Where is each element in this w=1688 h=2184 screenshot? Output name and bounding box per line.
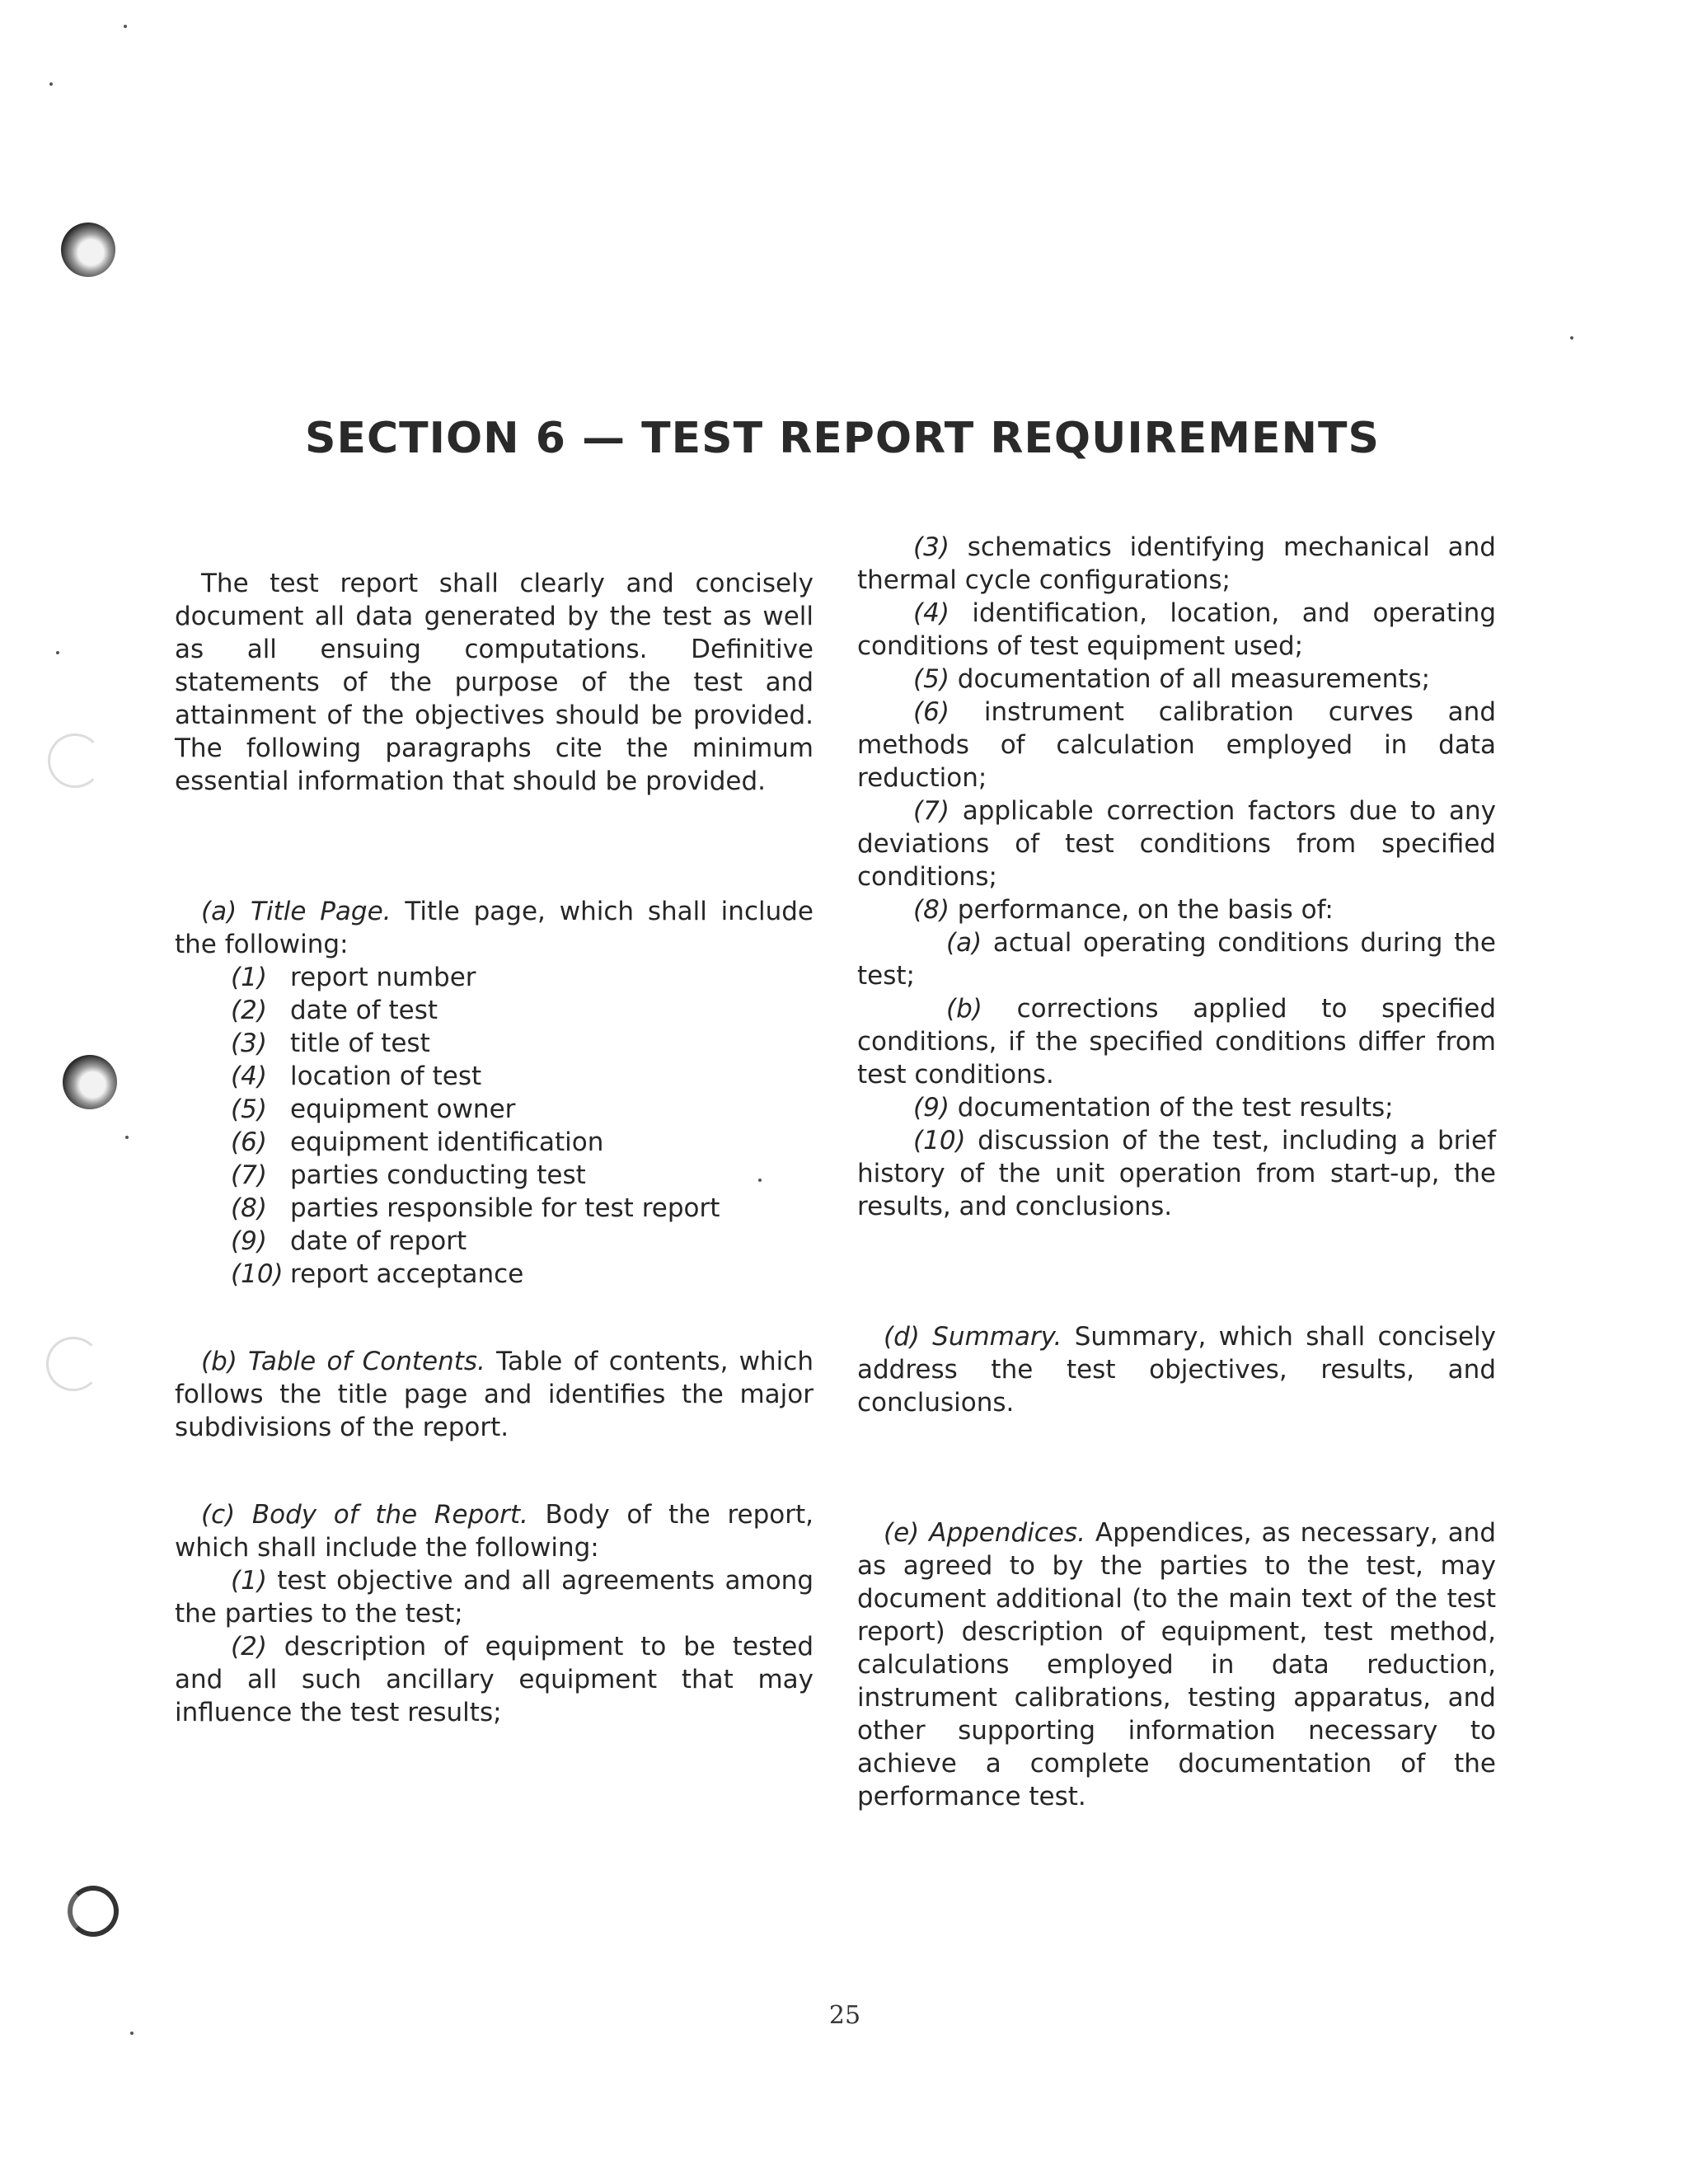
item-number: (9) [913, 1093, 950, 1122]
section-c-paragraph [175, 1498, 814, 1564]
body-item [857, 1124, 1496, 1223]
item-text: title of test [290, 1029, 430, 1058]
section-text: Title page, which shall include the following: [175, 897, 814, 959]
item-number: (6) [231, 1127, 267, 1157]
punch-hole [68, 1886, 119, 1937]
item-text: corrections applied to specified conditions, if the specified conditions differ from test conditions. [857, 994, 1496, 1090]
item-text: instrument calibration curves and methods of calculation employed in data reduction; [857, 697, 1496, 793]
item-text: parties conducting test [290, 1160, 586, 1190]
item-number: (1) [231, 963, 267, 992]
scan-speck [130, 2032, 134, 2035]
item-text: identification, location, and operating conditions of test equipment used; [857, 598, 1497, 661]
item-text: discussion of the test, including a brief history of the unit operation from start-up, the results, and conclusions. [857, 1126, 1496, 1221]
punch-hole [46, 1337, 101, 1391]
section-b-paragraph [175, 1345, 814, 1444]
item-number: (8) [231, 1193, 267, 1223]
item-text: report number [290, 963, 476, 992]
item-text: schematics identifying mechanical and thermal cycle configurations; [857, 532, 1496, 595]
section-text: Table of contents, which follows the title page and identifies the major subdivisions of the report. [175, 1347, 814, 1442]
item-text: equipment owner [290, 1094, 516, 1124]
item-number: (6) [913, 697, 950, 727]
item-number: (4) [231, 1062, 267, 1091]
body-item [175, 1630, 814, 1729]
item-text: applicable correction factors due to any deviations of test conditions from specified conditions; [857, 796, 1496, 892]
page-number: 25 [828, 2001, 861, 2030]
section-label: (d) [884, 1322, 920, 1352]
item-text: location of test [290, 1062, 482, 1091]
scan-speck [1570, 336, 1573, 340]
section-heading: Body of the Report. [251, 1500, 528, 1530]
item-text: date of test [290, 996, 438, 1025]
item-number: (a) [946, 928, 982, 958]
item-number: (1) [231, 1566, 267, 1596]
item-number: (8) [913, 895, 950, 925]
section-text: Summary, which shall concisely address the test objectives, results, and conclusions. [857, 1322, 1497, 1418]
body-item [857, 531, 1496, 597]
item-number: (2) [231, 996, 267, 1025]
section-label: (c) [201, 1500, 236, 1530]
punch-hole [61, 223, 115, 277]
scan-speck [125, 1136, 129, 1139]
body-item [857, 597, 1496, 663]
right-column [857, 531, 1496, 1813]
list-item [175, 1093, 814, 1126]
section-label: (e) [884, 1518, 920, 1548]
list-item [175, 994, 814, 1027]
list-item [175, 1192, 814, 1225]
list-item [175, 1126, 814, 1159]
item-number: (10) [231, 1259, 284, 1289]
body-sub-item [857, 926, 1496, 992]
section-d-paragraph [857, 1320, 1496, 1419]
left-column [175, 567, 814, 1729]
scan-speck [124, 25, 127, 28]
item-text: actual operating conditions during the test; [857, 928, 1496, 991]
item-number: (7) [913, 796, 950, 826]
list-item [175, 1225, 814, 1258]
body-item [857, 663, 1496, 696]
item-text: report acceptance [290, 1259, 524, 1289]
item-text: documentation of the test results; [957, 1093, 1394, 1122]
scan-speck [56, 651, 59, 654]
item-number: (10) [913, 1126, 966, 1155]
item-text: description of equipment to be tested and all such ancillary equipment that may influence the test results; [175, 1632, 814, 1727]
body-item [857, 794, 1496, 893]
section-heading: Appendices. [929, 1518, 1085, 1548]
section-heading: Summary. [932, 1322, 1062, 1352]
section-a-paragraph [175, 895, 814, 961]
body-item [175, 1564, 814, 1630]
list-item [175, 1060, 814, 1093]
section-label: (b) [201, 1347, 237, 1376]
item-number: (4) [913, 598, 950, 628]
item-number: (3) [913, 532, 950, 562]
item-number: (b) [946, 994, 982, 1024]
item-number: (2) [231, 1632, 267, 1661]
scan-speck [49, 82, 53, 86]
list-item [175, 1258, 814, 1291]
title-page-list [175, 961, 814, 1291]
body-item [857, 696, 1496, 794]
page-title: SECTION 6 — TEST REPORT REQUIREMENTS [305, 414, 1380, 463]
item-number: (5) [231, 1094, 267, 1124]
item-number: (9) [231, 1226, 267, 1256]
body-item [857, 1091, 1496, 1124]
item-text: equipment identification [290, 1127, 604, 1157]
item-number: (3) [231, 1029, 267, 1058]
item-text: documentation of all measurements; [957, 664, 1431, 694]
intro-paragraph: The test report shall clearly and concisely document all data generated by the test as well as all ensuing computations. Definitive statements of the purpose of the test and attainment of the objectives should be provided. The following paragraphs cite the minimum essential information that should be provided. [175, 569, 814, 796]
section-heading: Title Page. [251, 897, 392, 926]
list-item [175, 961, 814, 994]
item-text: date of report [290, 1226, 467, 1256]
item-number: (7) [231, 1160, 267, 1190]
list-item [175, 1159, 814, 1192]
item-text: test objective and all agreements among the parties to the test; [175, 1566, 814, 1629]
section-text: Body of the report, which shall include the following: [175, 1500, 814, 1563]
section-heading: Table of Contents. [248, 1347, 485, 1376]
section-text: Appendices, as necessary, and as agreed to by the parties to the test, may document additional (to the main text of the test report) description of equipment, test method, calculations employed in data reduction, instrument calibrations, testing apparatus, and other supporting information necessary to achieve a complete documentation of the performance test. [857, 1518, 1497, 1811]
section-label: (a) [201, 897, 237, 926]
body-item [857, 893, 1496, 926]
section-e-paragraph [857, 1516, 1496, 1813]
punch-hole [63, 1055, 117, 1109]
item-text: performance, on the basis of: [957, 895, 1334, 925]
item-number: (5) [913, 664, 950, 694]
punch-hole [48, 733, 102, 788]
body-sub-item [857, 992, 1496, 1091]
list-item [175, 1027, 814, 1060]
item-text: parties responsible for test report [290, 1193, 720, 1223]
